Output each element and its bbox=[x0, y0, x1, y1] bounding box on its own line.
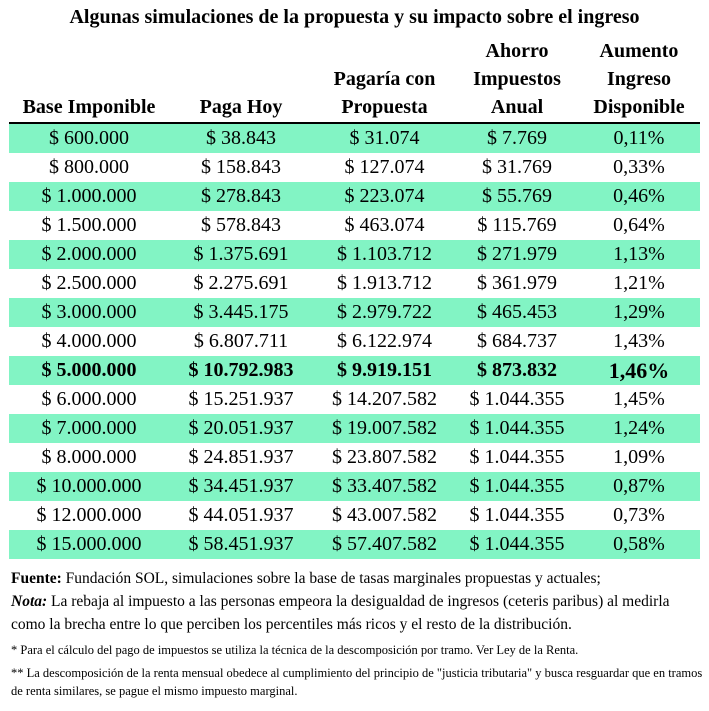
cell-base-imponible: $ 12.000.000 bbox=[9, 501, 169, 530]
header-ahorro-impuestos-anual: Ahorro Impuestos Anual bbox=[473, 40, 561, 118]
cell-paga-hoy: $ 158.843 bbox=[169, 153, 313, 182]
cell-base-imponible: $ 600.000 bbox=[9, 124, 169, 153]
cell-aumento-ingreso: 1,13% bbox=[578, 240, 700, 269]
cell-aumento-ingreso: 0,33% bbox=[578, 153, 700, 182]
cell-ahorro-anual: $ 1.044.355 bbox=[456, 530, 578, 559]
cell-pagaria-propuesta: $ 43.007.582 bbox=[313, 501, 456, 530]
cell-aumento-ingreso: 0,11% bbox=[578, 124, 700, 153]
cell-paga-hoy: $ 38.843 bbox=[169, 124, 313, 153]
cell-aumento-ingreso: 1,29% bbox=[578, 298, 700, 327]
cell-ahorro-anual: $ 31.769 bbox=[456, 153, 578, 182]
cell-pagaria-propuesta: $ 223.074 bbox=[313, 182, 456, 211]
cell-base-imponible: $ 1.000.000 bbox=[9, 182, 169, 211]
cell-ahorro-anual: $ 271.979 bbox=[456, 240, 578, 269]
cell-paga-hoy: $ 20.051.937 bbox=[169, 414, 313, 443]
cell-base-imponible: $ 6.000.000 bbox=[9, 385, 169, 414]
cell-aumento-ingreso: 0,87% bbox=[578, 472, 700, 501]
table-body bbox=[9, 124, 700, 559]
table-row bbox=[9, 501, 700, 530]
cell-base-imponible: $ 2.000.000 bbox=[9, 240, 169, 269]
cell-ahorro-anual: $ 1.044.355 bbox=[456, 385, 578, 414]
cell-paga-hoy: $ 24.851.937 bbox=[169, 443, 313, 472]
cell-paga-hoy: $ 3.445.175 bbox=[169, 298, 313, 327]
cell-base-imponible: $ 4.000.000 bbox=[9, 327, 169, 356]
cell-ahorro-anual: $ 361.979 bbox=[456, 269, 578, 298]
cell-ahorro-anual: $ 684.737 bbox=[456, 327, 578, 356]
cell-paga-hoy: $ 2.275.691 bbox=[169, 269, 313, 298]
cell-aumento-ingreso: 0,46% bbox=[578, 182, 700, 211]
cell-pagaria-propuesta: $ 2.979.722 bbox=[313, 298, 456, 327]
cell-aumento-ingreso: 1,24% bbox=[578, 414, 700, 443]
cell-ahorro-anual: $ 115.769 bbox=[456, 211, 578, 240]
cell-paga-hoy: $ 15.251.937 bbox=[169, 385, 313, 414]
cell-paga-hoy: $ 578.843 bbox=[169, 211, 313, 240]
nota-text: La rebaja al impuesto a las personas empeora la desigualdad de ingresos (ceteris paribus) al medirla como la brecha entre lo que perciben los percentiles más ricos y el resto de la distribución. bbox=[11, 593, 670, 633]
source-label: Fuente: bbox=[11, 570, 62, 587]
cell-pagaria-propuesta: $ 19.007.582 bbox=[313, 414, 456, 443]
nota-label: Nota: bbox=[11, 593, 48, 610]
cell-ahorro-anual: $ 873.832 bbox=[456, 356, 578, 385]
table-row bbox=[9, 240, 700, 269]
header-paga-hoy: Paga Hoy bbox=[199, 96, 283, 118]
notes bbox=[11, 567, 703, 700]
table-row bbox=[9, 182, 700, 211]
cell-aumento-ingreso: 0,73% bbox=[578, 501, 700, 530]
table-row bbox=[9, 356, 700, 385]
cell-aumento-ingreso: 1,21% bbox=[578, 269, 700, 298]
simulation-table bbox=[9, 124, 700, 559]
cell-base-imponible: $ 7.000.000 bbox=[9, 414, 169, 443]
footnote-2: ** La descomposición de la renta mensual obedece al cumplimiento del principio de "justicia tributaria" y busca resguardar que en tramos de renta similares, se pague el mismo impuesto marginal. bbox=[11, 666, 703, 698]
cell-ahorro-anual: $ 1.044.355 bbox=[456, 414, 578, 443]
footnote-1: * Para el cálculo del pago de impuestos se utiliza la técnica de la descomposición por tramo. Ver Ley de la Renta. bbox=[11, 643, 579, 657]
nota-note bbox=[11, 590, 703, 636]
table-row bbox=[9, 385, 700, 414]
cell-pagaria-propuesta: $ 14.207.582 bbox=[313, 385, 456, 414]
cell-aumento-ingreso: 1,45% bbox=[578, 385, 700, 414]
cell-paga-hoy: $ 6.807.711 bbox=[169, 327, 313, 356]
cell-aumento-ingreso: 1,43% bbox=[578, 327, 700, 356]
table-row bbox=[9, 443, 700, 472]
cell-paga-hoy: $ 34.451.937 bbox=[169, 472, 313, 501]
cell-pagaria-propuesta: $ 6.122.974 bbox=[313, 327, 456, 356]
cell-base-imponible: $ 8.000.000 bbox=[9, 443, 169, 472]
cell-aumento-ingreso: 1,09% bbox=[578, 443, 700, 472]
cell-base-imponible: $ 2.500.000 bbox=[9, 269, 169, 298]
cell-ahorro-anual: $ 55.769 bbox=[456, 182, 578, 211]
cell-pagaria-propuesta: $ 31.074 bbox=[313, 124, 456, 153]
table-row bbox=[9, 298, 700, 327]
cell-aumento-ingreso: 0,64% bbox=[578, 211, 700, 240]
cell-paga-hoy: $ 58.451.937 bbox=[169, 530, 313, 559]
cell-aumento-ingreso: 0,58% bbox=[578, 530, 700, 559]
cell-paga-hoy: $ 10.792.983 bbox=[169, 356, 313, 385]
cell-pagaria-propuesta: $ 9.919.151 bbox=[313, 356, 456, 385]
table-row bbox=[9, 211, 700, 240]
cell-pagaria-propuesta: $ 33.407.582 bbox=[313, 472, 456, 501]
table-title: Algunas simulaciones de la propuesta y su impacto sobre el ingreso bbox=[69, 6, 640, 28]
cell-base-imponible: $ 3.000.000 bbox=[9, 298, 169, 327]
cell-ahorro-anual: $ 1.044.355 bbox=[456, 443, 578, 472]
table-row bbox=[9, 269, 700, 298]
cell-base-imponible: $ 15.000.000 bbox=[9, 530, 169, 559]
header-aumento-ingreso-disponible: Aumento Ingreso Disponible bbox=[593, 40, 685, 118]
cell-paga-hoy: $ 1.375.691 bbox=[169, 240, 313, 269]
cell-ahorro-anual: $ 465.453 bbox=[456, 298, 578, 327]
header-pagaria-con-propuesta: Pagaría con Propuesta bbox=[333, 68, 436, 118]
cell-pagaria-propuesta: $ 127.074 bbox=[313, 153, 456, 182]
cell-paga-hoy: $ 44.051.937 bbox=[169, 501, 313, 530]
table-row bbox=[9, 153, 700, 182]
header-base-imponible: Base Imponible bbox=[22, 96, 156, 118]
cell-pagaria-propuesta: $ 1.913.712 bbox=[313, 269, 456, 298]
cell-aumento-ingreso: 1,46% bbox=[578, 356, 700, 385]
cell-pagaria-propuesta: $ 57.407.582 bbox=[313, 530, 456, 559]
cell-paga-hoy: $ 278.843 bbox=[169, 182, 313, 211]
table-row bbox=[9, 414, 700, 443]
cell-ahorro-anual: $ 1.044.355 bbox=[456, 472, 578, 501]
source-text: Fundación SOL, simulaciones sobre la base de tasas marginales propuestas y actuales; bbox=[61, 570, 601, 587]
cell-pagaria-propuesta: $ 23.807.582 bbox=[313, 443, 456, 472]
cell-base-imponible: $ 800.000 bbox=[9, 153, 169, 182]
source-note bbox=[11, 567, 703, 590]
table-row bbox=[9, 530, 700, 559]
table-row bbox=[9, 472, 700, 501]
cell-base-imponible: $ 1.500.000 bbox=[9, 211, 169, 240]
cell-ahorro-anual: $ 7.769 bbox=[456, 124, 578, 153]
table-row bbox=[9, 124, 700, 153]
cell-ahorro-anual: $ 1.044.355 bbox=[456, 501, 578, 530]
cell-base-imponible: $ 10.000.000 bbox=[9, 472, 169, 501]
cell-pagaria-propuesta: $ 463.074 bbox=[313, 211, 456, 240]
cell-base-imponible: $ 5.000.000 bbox=[9, 356, 169, 385]
cell-pagaria-propuesta: $ 1.103.712 bbox=[313, 240, 456, 269]
table-header bbox=[9, 40, 700, 121]
table-row bbox=[9, 327, 700, 356]
